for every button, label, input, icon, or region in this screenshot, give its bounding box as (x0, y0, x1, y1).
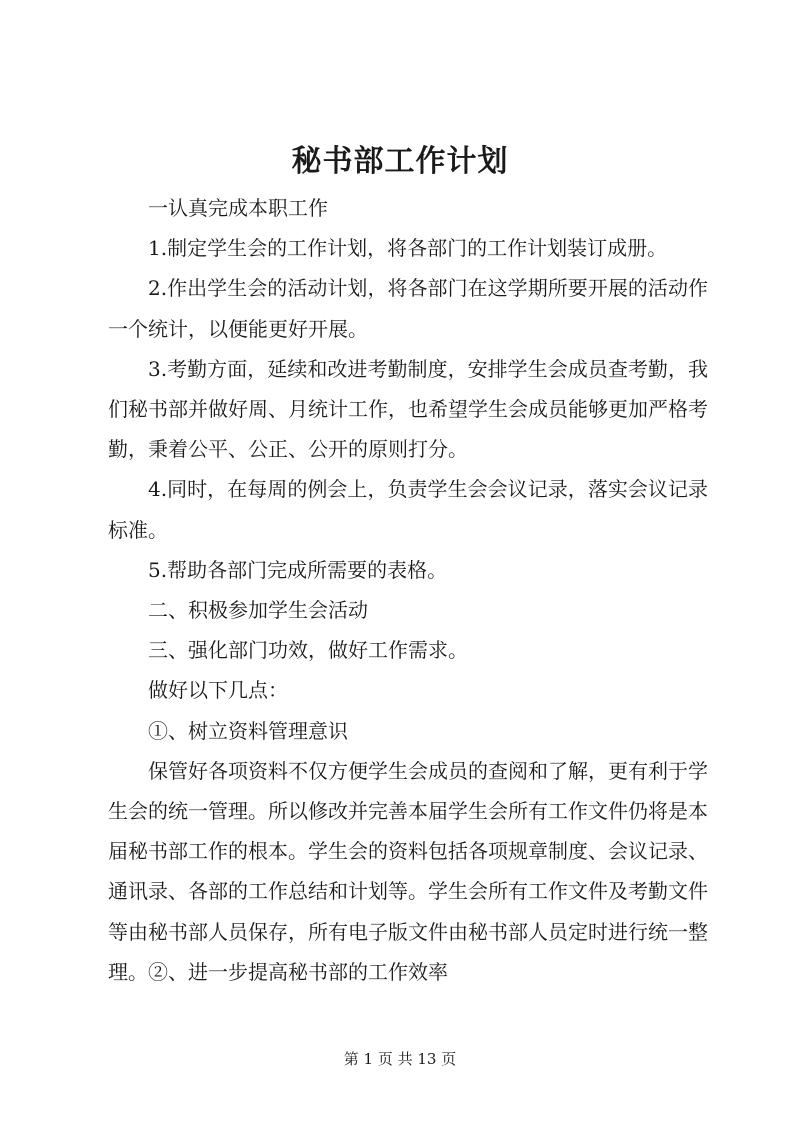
paragraph-1: 一认真完成本职工作 (148, 196, 328, 220)
paragraph-11: 保管好各项资料不仅方便学生会成员的查阅和了解，更有利于学生会的统一管理。所以修改并完善本届学生会所有工作文件仍将是本届秘书部工作的根本。学生会的资料包括各项规章制度、会议记录、通讯录、各部的工作总结和计划等。学生会所有工作文件及考勤文件等由秘书部人员保存，所有电子版文件由秘书部人员定时进行统一整理。②、进一步提高秘书部的工作效率 (108, 758, 708, 984)
page-footer: 第 1 页 共 13 页 (343, 1050, 457, 1068)
paragraph-3: 2.作出学生会的活动计划，将各部门在这学期所要开展的活动作一个统计，以便能更好开展。 (108, 276, 708, 341)
document-body (108, 188, 708, 992)
paragraph-5: 4.同时，在每周的例会上，负责学生会会议记录，落实会议记录标准。 (108, 477, 708, 542)
paragraph-4: 3.考勤方面，延续和改进考勤制度，安排学生会成员查考勤，我们秘书部并做好周、月统计工作，也希望学生会成员能够更加严格考勤，秉着公平、公正、公开的原则打分。 (108, 356, 708, 462)
document-title: 秘书部工作计划 (291, 144, 509, 179)
paragraph-7: 二、积极参加学生会活动 (148, 598, 368, 623)
paragraph-6: 5.帮助各部门完成所需要的表格。 (148, 557, 448, 582)
paragraph-8: 三、强化部门功效，做好工作需求。 (148, 638, 468, 663)
paragraph-2: 1.制定学生会的工作计划，将各部门的工作计划装订成册。 (148, 236, 668, 261)
paragraph-10: ①、树立资料管理意识 (148, 718, 348, 743)
paragraph-9: 做好以下几点： (148, 678, 288, 703)
